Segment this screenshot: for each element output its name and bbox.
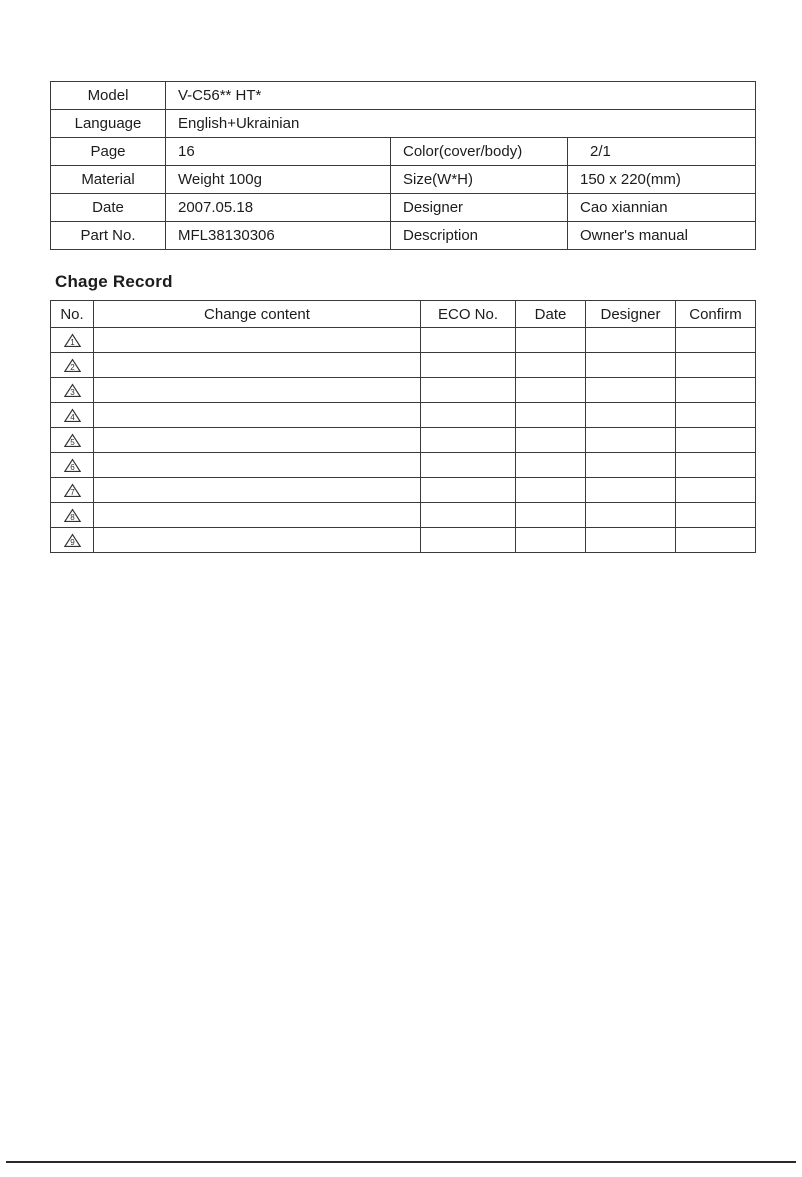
svg-text:1: 1 xyxy=(69,338,75,348)
record-designer-cell xyxy=(586,428,676,453)
record-content-cell xyxy=(94,428,421,453)
record-content-cell xyxy=(94,528,421,553)
spec-row-material xyxy=(51,166,756,194)
spec-language-value: English+Ukrainian xyxy=(166,110,756,138)
revision-triangle-icon xyxy=(64,533,81,548)
record-eco-cell xyxy=(421,353,516,378)
change-record-table xyxy=(50,300,756,553)
record-eco-cell xyxy=(421,328,516,353)
record-header-no: No. xyxy=(51,301,94,328)
record-confirm-cell xyxy=(676,403,756,428)
spec-page-label: Page xyxy=(51,138,166,166)
record-row xyxy=(51,453,756,478)
record-row xyxy=(51,403,756,428)
spec-model-value: V-C56** HT* xyxy=(166,82,756,110)
record-confirm-cell xyxy=(676,353,756,378)
svg-text:4: 4 xyxy=(69,413,75,423)
spec-table xyxy=(50,81,756,250)
record-content-cell xyxy=(94,478,421,503)
record-confirm-cell xyxy=(676,428,756,453)
record-date-cell xyxy=(516,478,586,503)
record-content-cell xyxy=(94,503,421,528)
spec-description-value: Owner's manual xyxy=(568,222,756,250)
revision-triangle-icon xyxy=(64,483,81,498)
spec-size-label: Size(W*H) xyxy=(391,166,568,194)
record-header-eco: ECO No. xyxy=(421,301,516,328)
spec-language-label: Language xyxy=(51,110,166,138)
record-confirm-cell xyxy=(676,328,756,353)
revision-triangle-icon xyxy=(64,408,81,423)
record-designer-cell xyxy=(586,353,676,378)
svg-text:8: 8 xyxy=(69,513,75,523)
record-confirm-cell xyxy=(676,503,756,528)
svg-text:5: 5 xyxy=(69,438,75,448)
record-eco-cell xyxy=(421,403,516,428)
spec-partno-label: Part No. xyxy=(51,222,166,250)
svg-text:6: 6 xyxy=(69,463,75,473)
record-no-cell xyxy=(51,378,94,403)
spec-row-language xyxy=(51,110,756,138)
record-designer-cell xyxy=(586,378,676,403)
record-designer-cell xyxy=(586,453,676,478)
spec-page-value: 16 xyxy=(166,138,391,166)
record-content-cell xyxy=(94,378,421,403)
spec-model-label: Model xyxy=(51,82,166,110)
spec-color-value: 2/1 xyxy=(568,138,756,166)
record-confirm-cell xyxy=(676,478,756,503)
record-row xyxy=(51,378,756,403)
record-designer-cell xyxy=(586,528,676,553)
record-no-cell xyxy=(51,428,94,453)
svg-text:9: 9 xyxy=(69,538,75,548)
record-eco-cell xyxy=(421,528,516,553)
record-no-cell xyxy=(51,503,94,528)
spec-description-label: Description xyxy=(391,222,568,250)
record-date-cell xyxy=(516,328,586,353)
revision-triangle-icon xyxy=(64,508,81,523)
svg-text:2: 2 xyxy=(69,363,75,373)
record-confirm-cell xyxy=(676,528,756,553)
record-header-row xyxy=(51,301,756,328)
spec-row-page xyxy=(51,138,756,166)
record-header-content: Change content xyxy=(94,301,421,328)
record-header-confirm: Confirm xyxy=(676,301,756,328)
svg-text:3: 3 xyxy=(69,388,75,398)
record-date-cell xyxy=(516,503,586,528)
record-row xyxy=(51,328,756,353)
spec-row-partno xyxy=(51,222,756,250)
spec-color-label: Color(cover/body) xyxy=(391,138,568,166)
record-content-cell xyxy=(94,403,421,428)
record-eco-cell xyxy=(421,428,516,453)
record-row xyxy=(51,503,756,528)
record-no-cell xyxy=(51,403,94,428)
revision-triangle-icon xyxy=(64,383,81,398)
page-bottom-rule xyxy=(6,1161,796,1163)
record-date-cell xyxy=(516,528,586,553)
revision-triangle-icon xyxy=(64,433,81,448)
spec-date-value: 2007.05.18 xyxy=(166,194,391,222)
record-date-cell xyxy=(516,428,586,453)
record-header-designer: Designer xyxy=(586,301,676,328)
record-no-cell xyxy=(51,478,94,503)
record-designer-cell xyxy=(586,503,676,528)
record-no-cell xyxy=(51,453,94,478)
spec-material-label: Material xyxy=(51,166,166,194)
spec-size-value: 150 x 220(mm) xyxy=(568,166,756,194)
record-date-cell xyxy=(516,353,586,378)
record-confirm-cell xyxy=(676,453,756,478)
record-header-date: Date xyxy=(516,301,586,328)
revision-triangle-icon xyxy=(64,458,81,473)
record-row xyxy=(51,528,756,553)
record-no-cell xyxy=(51,328,94,353)
record-eco-cell xyxy=(421,478,516,503)
record-row xyxy=(51,353,756,378)
record-date-cell xyxy=(516,378,586,403)
change-record-title: Chage Record xyxy=(55,272,173,291)
record-eco-cell xyxy=(421,453,516,478)
record-eco-cell xyxy=(421,503,516,528)
revision-triangle-icon xyxy=(64,333,81,348)
spec-material-value: Weight 100g xyxy=(166,166,391,194)
record-content-cell xyxy=(94,353,421,378)
record-no-cell xyxy=(51,353,94,378)
record-date-cell xyxy=(516,403,586,428)
record-date-cell xyxy=(516,453,586,478)
record-no-cell xyxy=(51,528,94,553)
spec-date-label: Date xyxy=(51,194,166,222)
spec-row-model xyxy=(51,82,756,110)
svg-text:7: 7 xyxy=(69,488,75,498)
record-content-cell xyxy=(94,453,421,478)
spec-row-date xyxy=(51,194,756,222)
record-row xyxy=(51,428,756,453)
record-designer-cell xyxy=(586,328,676,353)
revision-triangle-icon xyxy=(64,358,81,373)
record-designer-cell xyxy=(586,403,676,428)
record-row xyxy=(51,478,756,503)
spec-designer-label: Designer xyxy=(391,194,568,222)
record-confirm-cell xyxy=(676,378,756,403)
record-eco-cell xyxy=(421,378,516,403)
spec-designer-value: Cao xiannian xyxy=(568,194,756,222)
spec-partno-value: MFL38130306 xyxy=(166,222,391,250)
record-designer-cell xyxy=(586,478,676,503)
record-content-cell xyxy=(94,328,421,353)
